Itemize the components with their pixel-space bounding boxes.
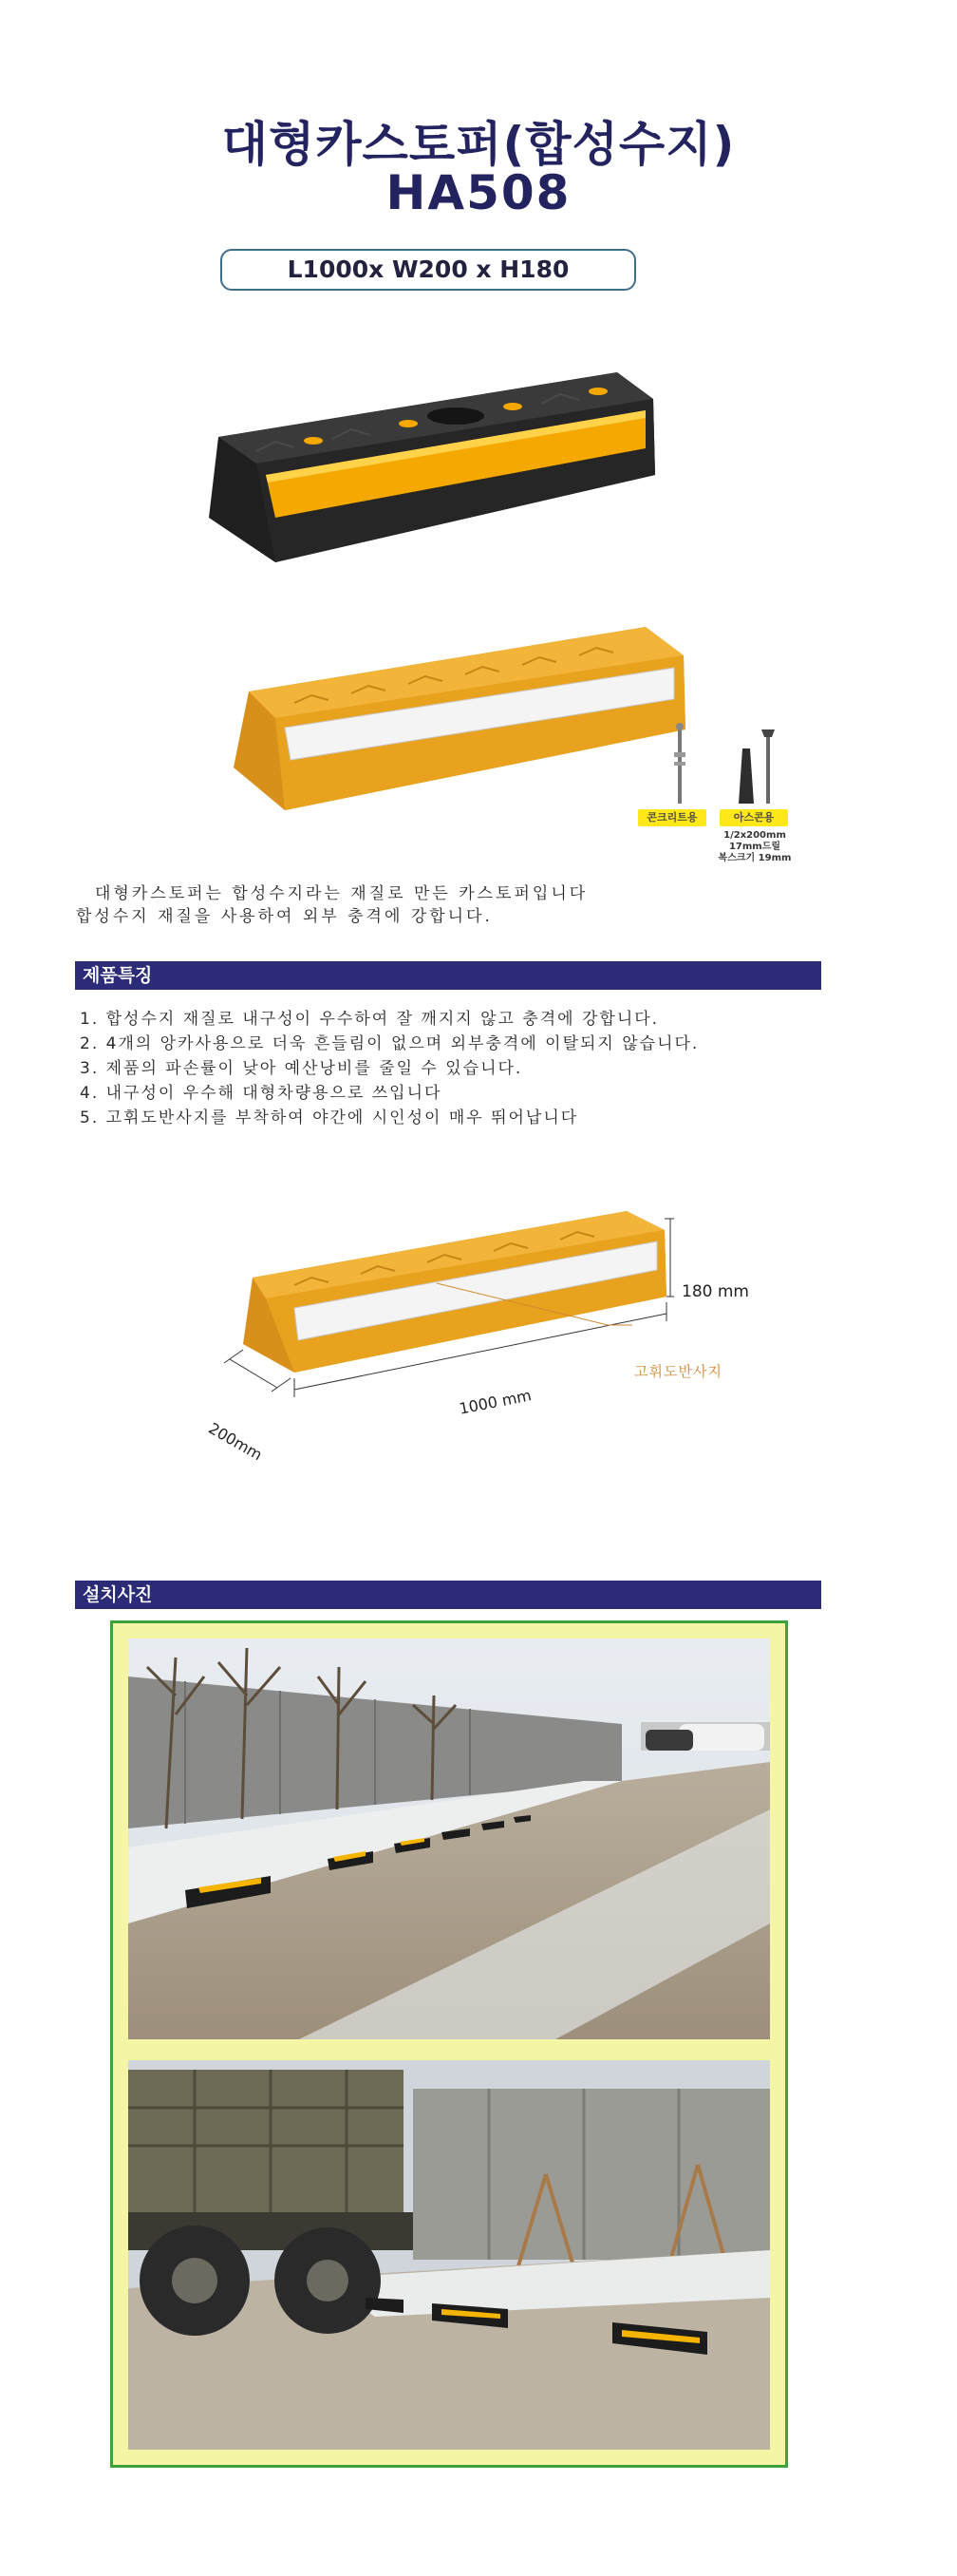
black-car-stopper-image bbox=[199, 361, 674, 575]
product-model: HA508 bbox=[385, 165, 572, 220]
product-title: 대형카스토퍼(합성수지) bbox=[221, 117, 736, 172]
description-line-1: 대형카스토퍼는 합성수지라는 재질로 만든 카스토퍼입니다 bbox=[95, 884, 589, 903]
feature-item-4: 4. 내구성이 우수해 대형차량용으로 쓰입니다 bbox=[80, 1084, 442, 1103]
reflector-label: 고휘도반사지 bbox=[634, 1363, 722, 1380]
dimension-diagram bbox=[199, 1202, 703, 1439]
feature-item-1: 1. 합성수지 재질로 내구성이 우수하여 잘 깨지지 않고 충격에 강합니다. bbox=[80, 1010, 660, 1029]
features-heading: 제품특징 bbox=[75, 961, 821, 990]
spec-line-3: 복스크기 19mm bbox=[718, 853, 792, 863]
install-photo-frame bbox=[110, 1620, 788, 2468]
feature-item-2: 2. 4개의 앙카사용으로 더욱 흔들림이 없으며 외부충격에 이탈되지 않습니다. bbox=[80, 1034, 700, 1053]
length-label: 1000 mm bbox=[458, 1386, 534, 1418]
install-photo-parking-lot bbox=[128, 1638, 770, 2039]
feature-item-3: 3. 제품의 파손률이 낮아 예산낭비를 줄일 수 있습니다. bbox=[80, 1059, 523, 1078]
spec-line-2: 17mm드릴 bbox=[728, 842, 781, 852]
orange-car-stopper-image bbox=[228, 616, 693, 820]
description-line-2: 합성수지 재질을 사용하여 외부 충격에 강합니다. bbox=[76, 907, 493, 926]
anchor-bolts-image bbox=[651, 722, 794, 809]
asphalt-tag: 아스콘용 bbox=[720, 809, 788, 826]
install-photo-truck bbox=[128, 2060, 770, 2450]
width-label: 200mm bbox=[205, 1419, 266, 1465]
feature-item-5: 5. 고휘도반사지를 부착하여 야간에 시인성이 매우 뛰어납니다 bbox=[80, 1108, 579, 1127]
install-heading: 설치사진 bbox=[75, 1581, 821, 1609]
concrete-tag: 콘크리트용 bbox=[638, 809, 706, 826]
height-label: 180 mm bbox=[682, 1282, 749, 1301]
spec-line-1: 1/2x200mm bbox=[723, 830, 786, 841]
dimensions-box: L1000x W200 x H180 bbox=[220, 249, 636, 291]
